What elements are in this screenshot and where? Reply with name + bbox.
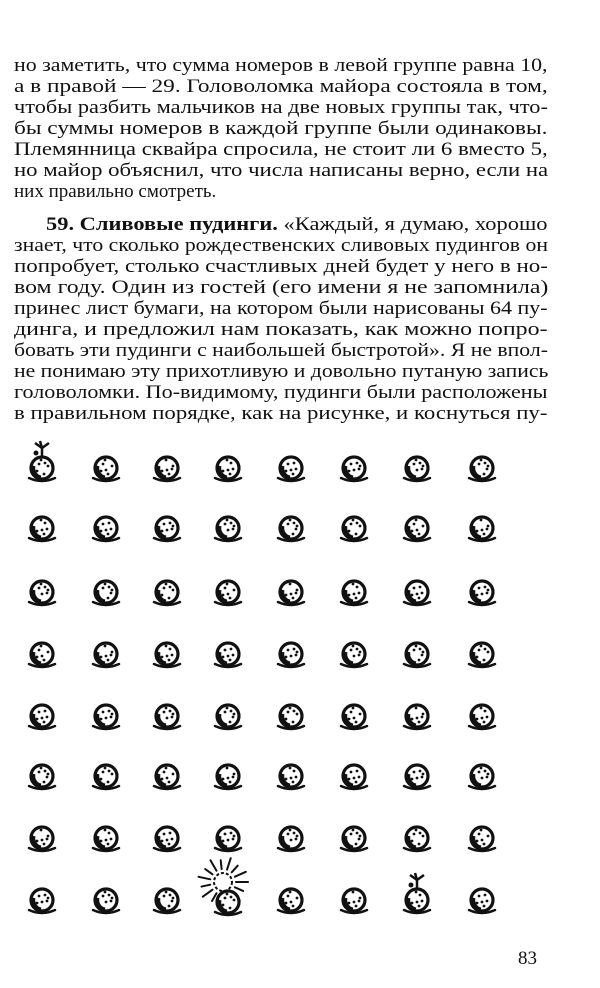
pudding	[93, 827, 119, 851]
pudding	[469, 827, 495, 851]
holly-sprig-icon	[34, 441, 50, 456]
holly-sprig-icon	[409, 873, 425, 888]
pudding	[154, 643, 180, 667]
text-line: Племянница сквайра спросила, не стоит ли 6 вместо 5,	[14, 139, 548, 160]
text-line: принес лист бумаги, на котором были нарисованы 64 пу-	[14, 298, 548, 319]
pudding	[404, 889, 430, 913]
pudding	[154, 457, 180, 481]
pudding	[93, 765, 119, 789]
text-line: бовать эти пудинги с наибольшей быстротой». Я не впол-	[14, 340, 548, 361]
pudding	[278, 765, 304, 789]
text-line: чтобы разбить мальчиков на две новых группы так, что-	[14, 97, 548, 118]
pudding	[341, 765, 367, 789]
pudding	[29, 581, 55, 605]
pudding	[404, 705, 430, 729]
pudding	[469, 517, 495, 541]
pudding	[404, 457, 430, 481]
pudding	[341, 827, 367, 851]
pudding	[215, 891, 241, 915]
pudding	[341, 457, 367, 481]
pudding	[93, 581, 119, 605]
pudding	[469, 581, 495, 605]
pudding	[404, 765, 430, 789]
pudding	[341, 889, 367, 913]
pudding	[215, 581, 241, 605]
pudding	[93, 889, 119, 913]
pudding	[29, 705, 55, 729]
pudding	[278, 457, 304, 481]
pudding	[469, 765, 495, 789]
pudding	[341, 581, 367, 605]
pudding	[29, 827, 55, 851]
pudding	[29, 765, 55, 789]
pudding	[341, 643, 367, 667]
text-line: знает, что сколько рождественских сливовых пудингов он	[14, 235, 548, 256]
pudding	[215, 827, 241, 851]
pudding	[154, 517, 180, 541]
pudding	[154, 705, 180, 729]
pudding	[154, 765, 180, 789]
text-line: но заметить, что сумма номеров в левой группе равна 10,	[14, 55, 548, 76]
pudding	[341, 517, 367, 541]
pudding	[215, 643, 241, 667]
pudding	[469, 643, 495, 667]
pudding	[93, 457, 119, 481]
pudding	[93, 517, 119, 541]
text-line: попробует, столько счастливых дней будет у него в но-	[14, 256, 548, 277]
pudding	[404, 827, 430, 851]
pudding	[154, 889, 180, 913]
text-line: них правильно смотреть.	[14, 181, 217, 202]
text-line: не понимаю эту прихотливую и довольно путаную запись	[14, 361, 549, 382]
pudding	[404, 517, 430, 541]
pudding	[215, 457, 241, 481]
pudding	[215, 765, 241, 789]
pudding	[93, 643, 119, 667]
pudding	[29, 517, 55, 541]
pudding	[469, 705, 495, 729]
pudding	[154, 827, 180, 851]
pudding	[278, 581, 304, 605]
pudding	[341, 705, 367, 729]
pudding	[404, 643, 430, 667]
pudding	[469, 889, 495, 913]
pudding	[215, 705, 241, 729]
text-line: динга, и предложил нам показать, как можно попро-	[14, 319, 548, 340]
problem-heading: 59. Сливовые пудинги.	[46, 214, 278, 235]
pudding	[29, 457, 55, 481]
pudding	[404, 581, 430, 605]
page-number: 83	[518, 948, 537, 969]
text-line: а в правой — 29. Головоломка майора состояла в том,	[14, 76, 548, 97]
text-line: бы суммы номеров в каждой группе были одинаковы.	[14, 118, 548, 139]
text-line: головоломки. По-видимому, пудинги были расположены	[14, 382, 548, 403]
text-line: в правильном порядке, как на рисунке, и коснуться пу-	[14, 403, 548, 424]
pudding	[278, 705, 304, 729]
text-line: «Каждый, я думаю, хорошо	[283, 214, 548, 235]
pudding	[93, 705, 119, 729]
pudding	[29, 643, 55, 667]
text-line: но майор объяснил, что числа написаны верно, если на	[14, 160, 549, 181]
pudding	[278, 643, 304, 667]
pudding	[278, 827, 304, 851]
pudding	[215, 517, 241, 541]
pudding	[29, 889, 55, 913]
pudding	[154, 581, 180, 605]
pudding	[278, 517, 304, 541]
text-line: вом году. Один из гостей (его имени я не запомнила)	[14, 277, 549, 298]
pudding	[469, 457, 495, 481]
pudding	[278, 889, 304, 913]
